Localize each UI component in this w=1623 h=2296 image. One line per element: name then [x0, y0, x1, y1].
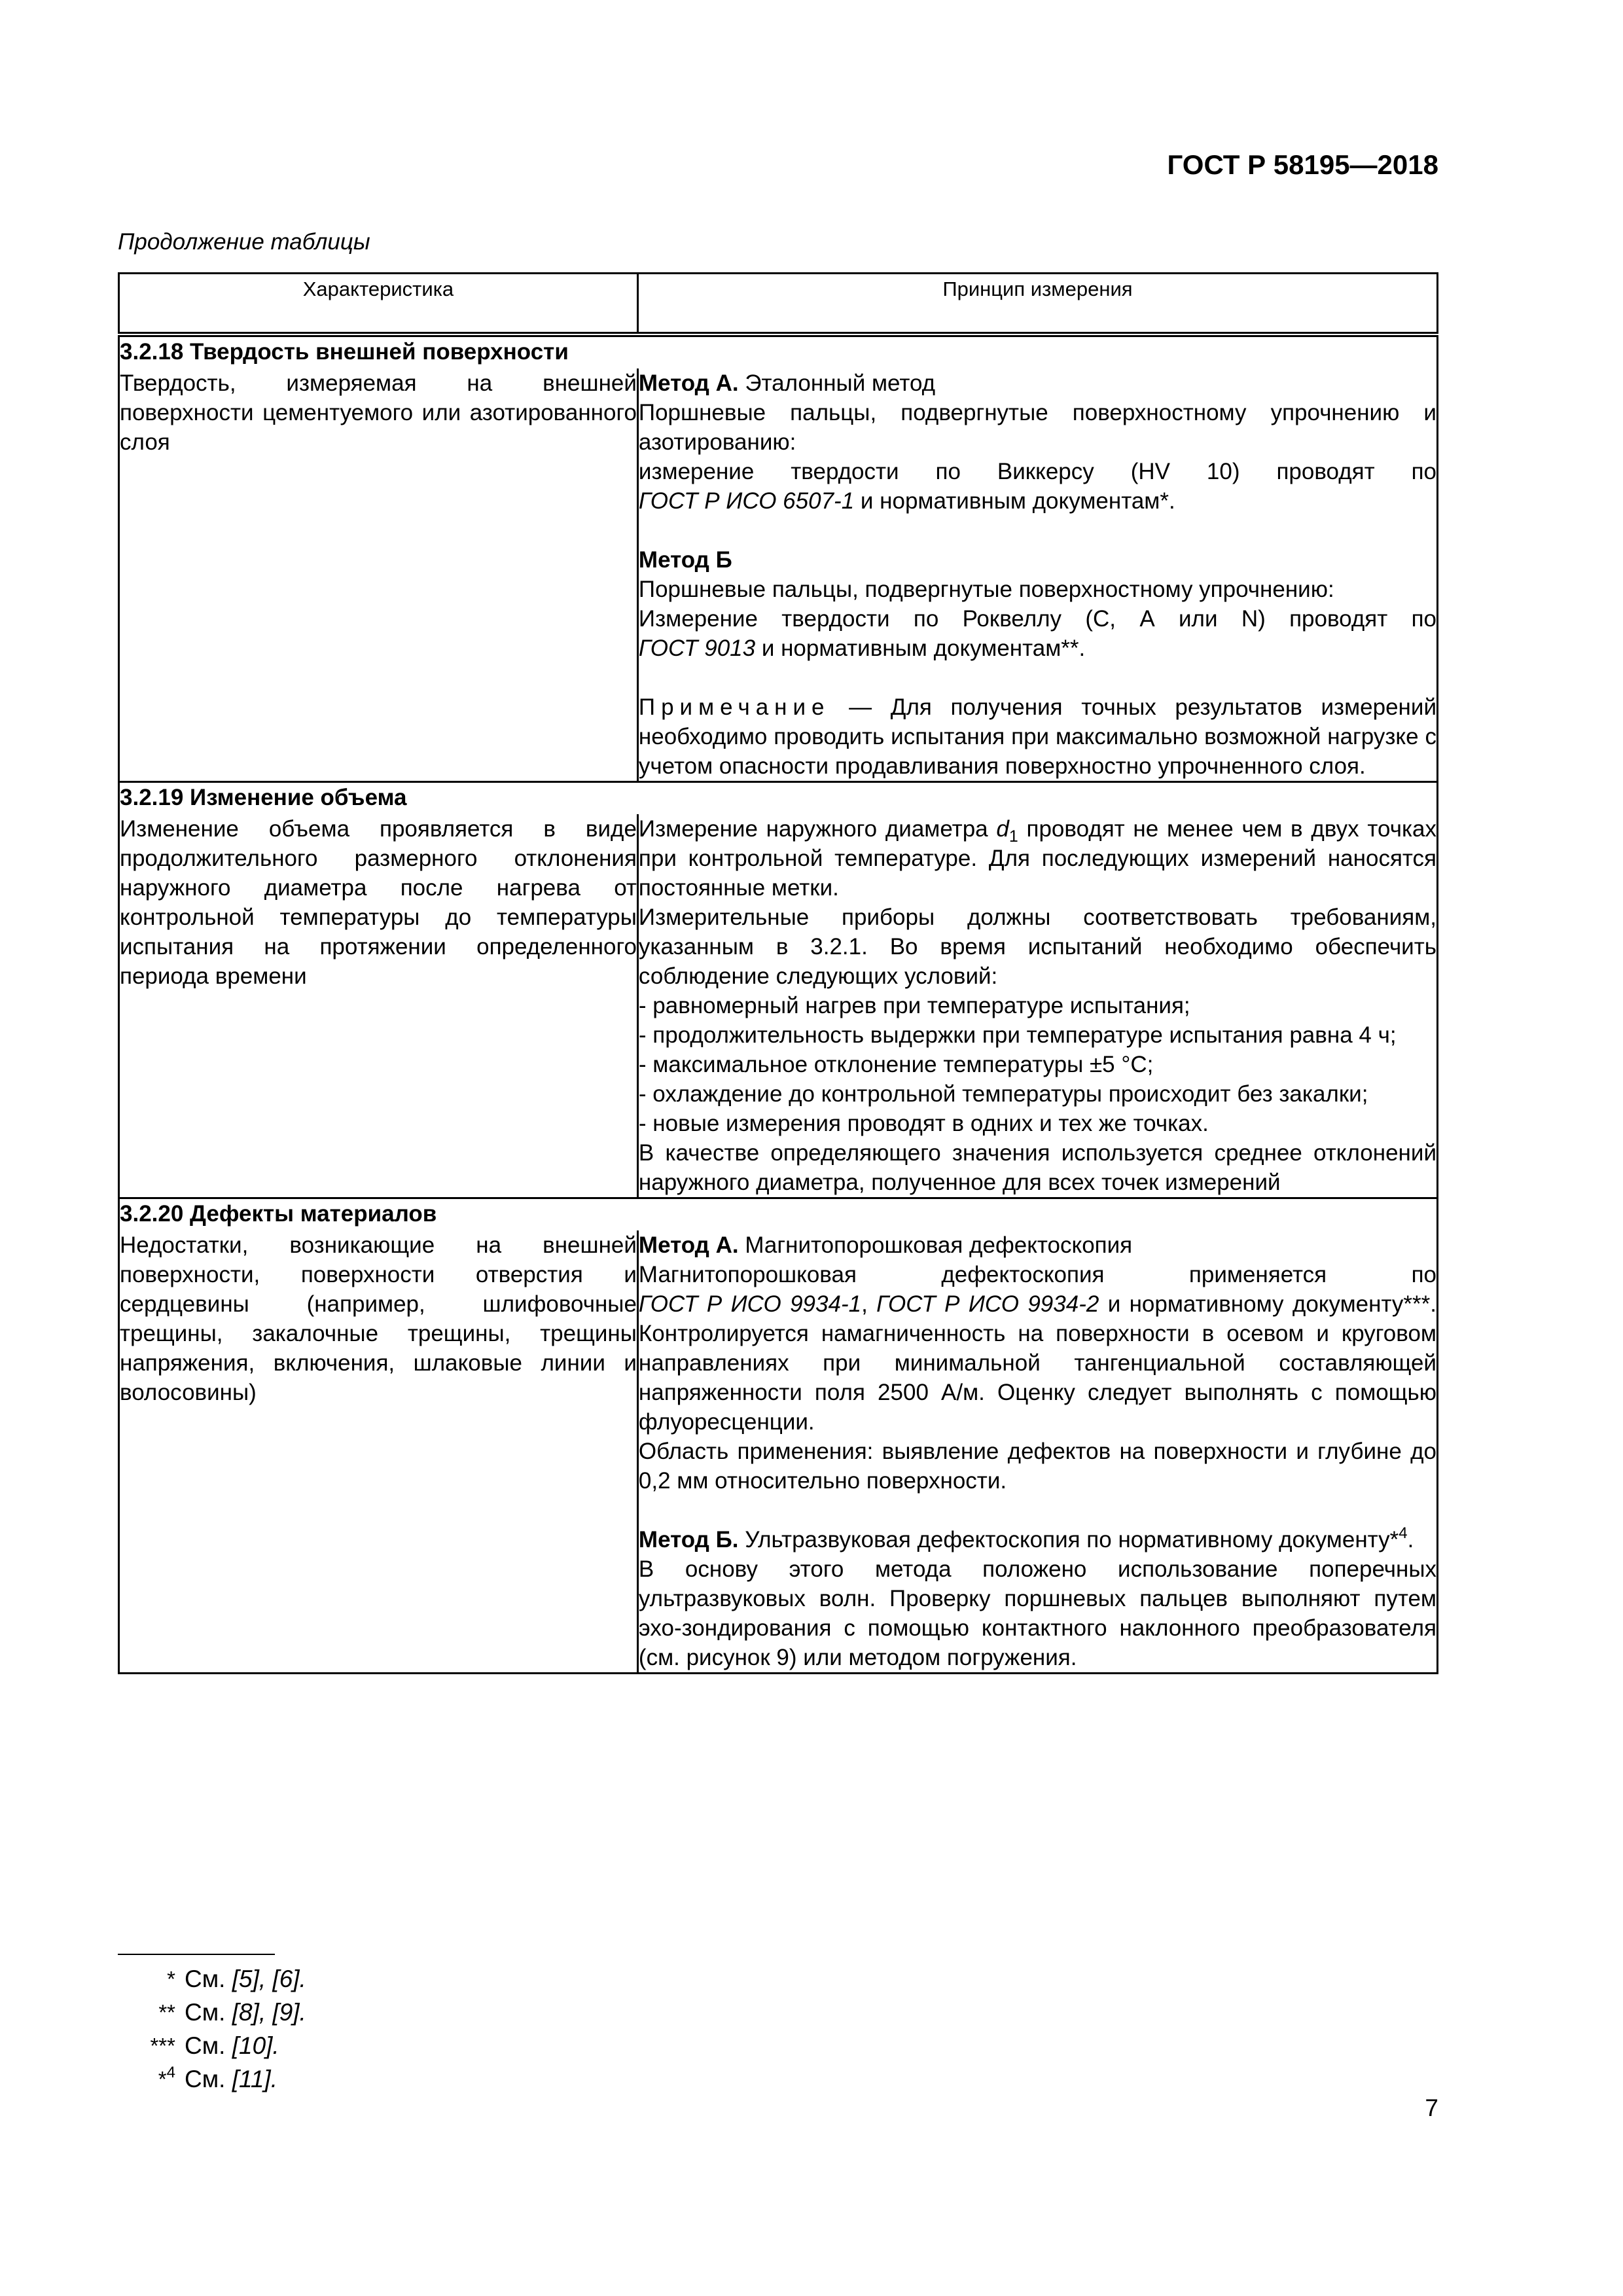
variable-d: d	[996, 816, 1009, 842]
table-row	[119, 1230, 1438, 1674]
text-fragment: и нормативному документу***. Контролируется намагниченность на поверхности в осевом и круговом направлениях при минимальной тангенциальной составляющей напряженности поля 2500 А/м. Оценку следует выполнять с помощью флуоресценции.	[638, 1291, 1436, 1435]
text-fragment: ,	[861, 1291, 877, 1317]
method-b-label: Метод Б	[638, 547, 732, 573]
section-title-3-2-18: 3.2.18 Твердость внешней поверхности	[119, 334, 1438, 368]
table-row	[119, 814, 1438, 1198]
method-a-line: измерение твердости по Виккерсу (HV 10) проводят по	[638, 459, 1436, 484]
method-a-label: Метод А.	[638, 1232, 739, 1258]
characteristics-table	[118, 272, 1438, 1674]
method-b-heading	[639, 545, 1436, 575]
footnote-mark-sup: 4	[166, 2064, 175, 2081]
characteristic-cell	[119, 1230, 638, 1674]
method-a-heading	[639, 368, 1436, 398]
characteristic-text: Недостатки, возникающие на внешней поверхности, поверхности отверстия и сердцевины (например, шлифовочные трещины, закалочные трещины, трещины напряжения, включения, шлаковые линии и волосовины)	[120, 1232, 637, 1405]
footnote-item	[167, 1962, 306, 1996]
standard-ref: ГОСТ 9013	[638, 636, 756, 661]
text-fragment: проводят не менее чем в двух точках при контрольной температуре. Для последующих измерений наносятся постоянные метки.	[638, 816, 1436, 901]
section-row-3-2-18	[119, 334, 1438, 368]
section-row-3-2-20	[119, 1198, 1438, 1231]
footnote-ref: [5], [6].	[232, 1965, 306, 1992]
column-header-characteristic: Характеристика	[119, 274, 638, 335]
page-number: 7	[1425, 2094, 1438, 2121]
footnote-see: См.	[185, 2032, 232, 2059]
footnote-item	[158, 1996, 306, 2029]
footnote-see: См.	[185, 1965, 232, 1992]
scope-paragraph: Область применения: выявление дефектов на поверхности и глубине до 0,2 мм относительно поверхности.	[638, 1439, 1436, 1494]
text-fragment: .	[1407, 1527, 1414, 1552]
standard-ref: ГОСТ Р ИСО 6507-1	[638, 488, 855, 514]
list-item: - равномерный нагрев при температуре испытания;	[638, 993, 1190, 1018]
method-b-line: Поршневые пальцы, подвергнутые поверхностному упрочнению:	[638, 577, 1334, 602]
method-a-line: Поршневые пальцы, подвергнутые поверхностному упрочнению и азотированию:	[638, 400, 1436, 455]
standard-ref: ГОСТ Р ИСО 9934-1	[638, 1291, 862, 1317]
method-a-tail: и нормативным документам*.	[854, 488, 1175, 514]
method-b-title: Ультразвуковая дефектоскопия по нормативному документу*	[738, 1527, 1399, 1552]
method-a-title: Эталонный метод	[738, 370, 936, 396]
note-text: — Для получения точных результатов измерений необходимо проводить испытания при максимально возможной нагрузке с учетом опасности продавливания поверхностно упрочненного слоя.	[638, 694, 1436, 779]
section-row-3-2-19	[119, 782, 1438, 815]
footnote-ref: [10].	[232, 2032, 279, 2059]
method-b-ref-line	[639, 634, 1436, 663]
method-a-line: Магнитопорошковая дефектоскопия применяется по	[638, 1262, 1436, 1287]
principle-cell	[637, 814, 1437, 1198]
list-item: - продолжительность выдержки при температуре испытания равна 4 ч;	[638, 1022, 1397, 1048]
footnote-ref: [11].	[232, 2066, 277, 2092]
document-code: ГОСТ Р 58195—2018	[1167, 149, 1438, 180]
method-b-label: Метод Б.	[638, 1527, 739, 1552]
note-paragraph	[639, 692, 1436, 781]
footnote-item	[158, 2062, 306, 2096]
principle-cell	[637, 368, 1437, 782]
principle-cell	[637, 1230, 1437, 1674]
footnote-separator	[118, 1954, 275, 1955]
variable-subscript: 1	[1008, 827, 1018, 846]
instruments-paragraph: Измерительные приборы должны соответствовать требованиям, указанным в 3.2.1. Во время испытаний необходимо обеспечить соблюдение следующих условий:	[638, 905, 1436, 989]
method-b-line: Измерение твердости по Роквеллу (С, А или N) проводят по	[638, 606, 1436, 632]
characteristic-text: Изменение объема проявляется в виде продолжительного размерного отклонения наружного диаметра после нагрева от контрольной температуры до температуры испытания на протяжении определенного периода времени	[120, 816, 637, 989]
footnote-ref: [8], [9].	[232, 1999, 306, 2026]
footnote-mark: ***	[150, 2034, 175, 2058]
standard-ref: ГОСТ Р ИСО 9934-2	[876, 1291, 1099, 1317]
text-fragment: Измерение наружного диаметра	[638, 816, 997, 842]
footnote-mark	[158, 2062, 175, 2096]
result-paragraph: В качестве определяющего значения используется среднее отклонений наружного диаметра, полученное для всех точек измерений	[638, 1140, 1436, 1195]
list-item: - новые измерения проводят в одних и тех же точках.	[638, 1111, 1209, 1136]
method-a-title: Магнитопорошковая дефектоскопия	[738, 1232, 1133, 1258]
section-title-3-2-20: 3.2.20 Дефекты материалов	[119, 1198, 1438, 1231]
characteristic-cell	[119, 814, 638, 1198]
table-row	[119, 368, 1438, 782]
footnote-item	[150, 2029, 306, 2062]
footnote-see: См.	[185, 1999, 232, 2026]
table-header-row	[119, 274, 1438, 335]
characteristic-cell	[119, 368, 638, 782]
list-item: - максимальное отклонение температуры ±5 °С;	[638, 1052, 1154, 1077]
method-b-text: В основу этого метода положено использование поперечных ультразвуковых волн. Проверку поршневых пальцев выполняют путем эхо-зондирования с помощью контактного наклонного преобразователя (см. рисунок 9) или методом погружения.	[638, 1556, 1436, 1670]
footnotes	[150, 1962, 306, 2096]
table-continuation-label: Продолжение таблицы	[118, 229, 370, 255]
footnote-see: См.	[185, 2066, 232, 2092]
footnote-mark: **	[158, 2000, 175, 2024]
characteristic-text: Твердость, измеряемая на внешней поверхности цементуемого или азотированного слоя	[120, 370, 637, 455]
method-a-label: Метод А.	[638, 370, 739, 396]
method-b-heading	[639, 1525, 1436, 1554]
method-b-tail: и нормативным документам**.	[755, 636, 1086, 661]
method-a-refs	[639, 1289, 1436, 1437]
footnote-superscript: 4	[1399, 1524, 1408, 1542]
method-a-ref-line	[639, 486, 1436, 516]
column-header-principle: Принцип измерения	[637, 274, 1437, 335]
footnote-mark-star: *	[158, 2067, 167, 2091]
footnote-mark: *	[167, 1967, 175, 1991]
section-title-3-2-19: 3.2.19 Изменение объема	[119, 782, 1438, 815]
measurement-paragraph	[639, 814, 1436, 903]
method-a-heading	[639, 1230, 1436, 1260]
note-label: Примечание	[638, 694, 830, 720]
list-item: - охлаждение до контрольной температуры происходит без закалки;	[638, 1081, 1368, 1107]
